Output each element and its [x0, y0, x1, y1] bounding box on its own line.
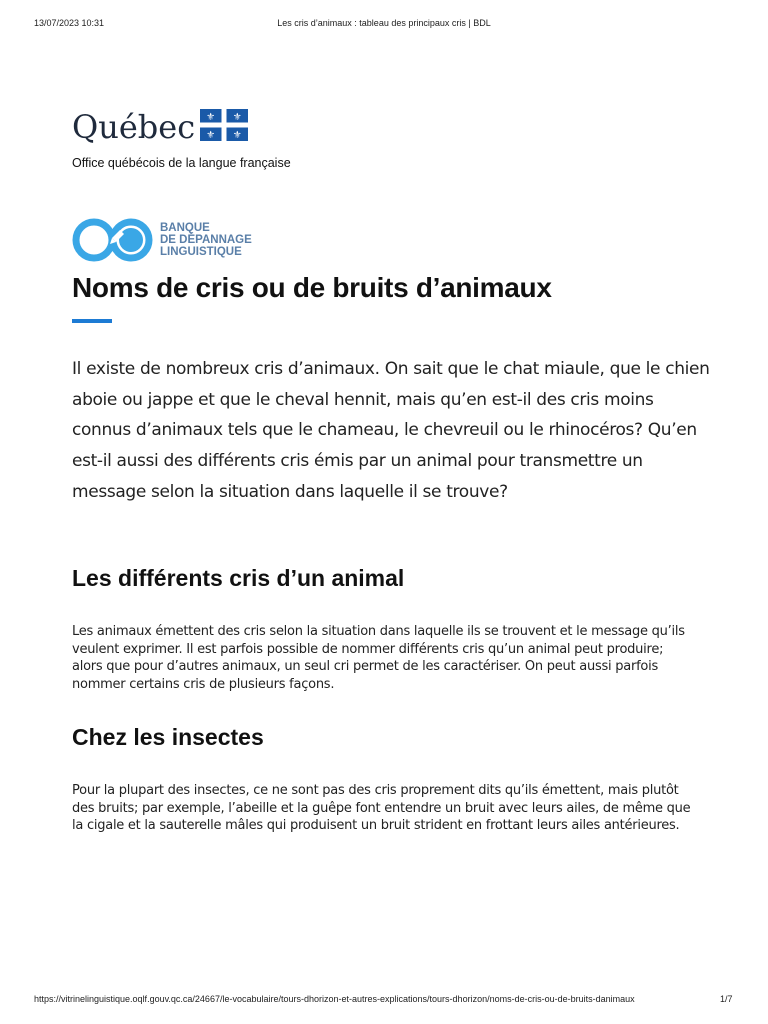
svg-text:⚜: ⚜: [206, 130, 216, 141]
section-text-insectes: Pour la plupart des insectes, ce ne sont pas des cris proprement dits qu’ils émettent, mais plutôt des bruits; par exemple, l’abeille et la guêpe font entendre un bruit avec leurs ailes, de même que la cigale et la sauterelle mâles qui produisent un bruit strident en frottant leurs ailes antérieures.: [72, 783, 691, 834]
quebec-wordmark: Québec: [72, 108, 196, 146]
infinity-pencil-icon: [72, 214, 156, 266]
intro-paragraph: Il existe de nombreux cris d’animaux. On sait que le chat miaule, que le chien aboie ou jappe et que le cheval hennit, mais qu’en est-il des cris moins connus d’animaux tels que le chameau, le chevreuil ou le rhinocéros? Qu’en est-il aussi des différents cris émis par un animal pour transmettre un message selon la situation dans laquelle il se trouve?: [72, 359, 710, 502]
bdl-line-1: BANQUE: [160, 222, 210, 234]
svg-text:⚜: ⚜: [232, 130, 242, 141]
bdl-line-2: DE DÉPANNAGE: [160, 234, 252, 246]
section-heading-insectes: Chez les insectes: [72, 724, 264, 750]
office-name: Office québécois de la langue française: [72, 156, 291, 170]
svg-text:⚜: ⚜: [206, 112, 216, 123]
section-heading-differents-cris: Les différents cris d’un animal: [72, 565, 405, 591]
bdl-logo-text: [160, 222, 252, 258]
print-page-title: Les cris d’animaux : tableau des principaux cris | BDL: [277, 18, 491, 28]
section-text-differents-cris: Les animaux émettent des cris selon la situation dans laquelle ils se trouvent et le message qu’ils veulent exprimer. Il est parfois possible de nommer différents cris qu’un animal peut produire; alors que pour d’autres animaux, un seul cri permet de les caractériser. On peut aussi parfois nommer certains cris de plusieurs façons.: [72, 624, 685, 693]
page-title: Noms de cris ou de bruits d’animaux: [72, 272, 552, 303]
bdl-line-3: LINGUISTIQUE: [160, 246, 242, 258]
svg-text:⚜: ⚜: [232, 112, 242, 123]
title-accent-bar: [72, 319, 112, 323]
print-date: 13/07/2023 10:31: [34, 18, 105, 28]
print-page-number: 1/7: [720, 994, 733, 1004]
print-url[interactable]: https://vitrinelinguistique.oqlf.gouv.qc.ca/24667/le-vocabulaire/tours-dhorizon-et-autres-explications/tours-dhorizon/noms-de-cris-ou-de-bruits-danimaux: [34, 994, 635, 1004]
bdl-logo[interactable]: [72, 214, 272, 266]
quebec-flag-icon: [200, 109, 248, 141]
